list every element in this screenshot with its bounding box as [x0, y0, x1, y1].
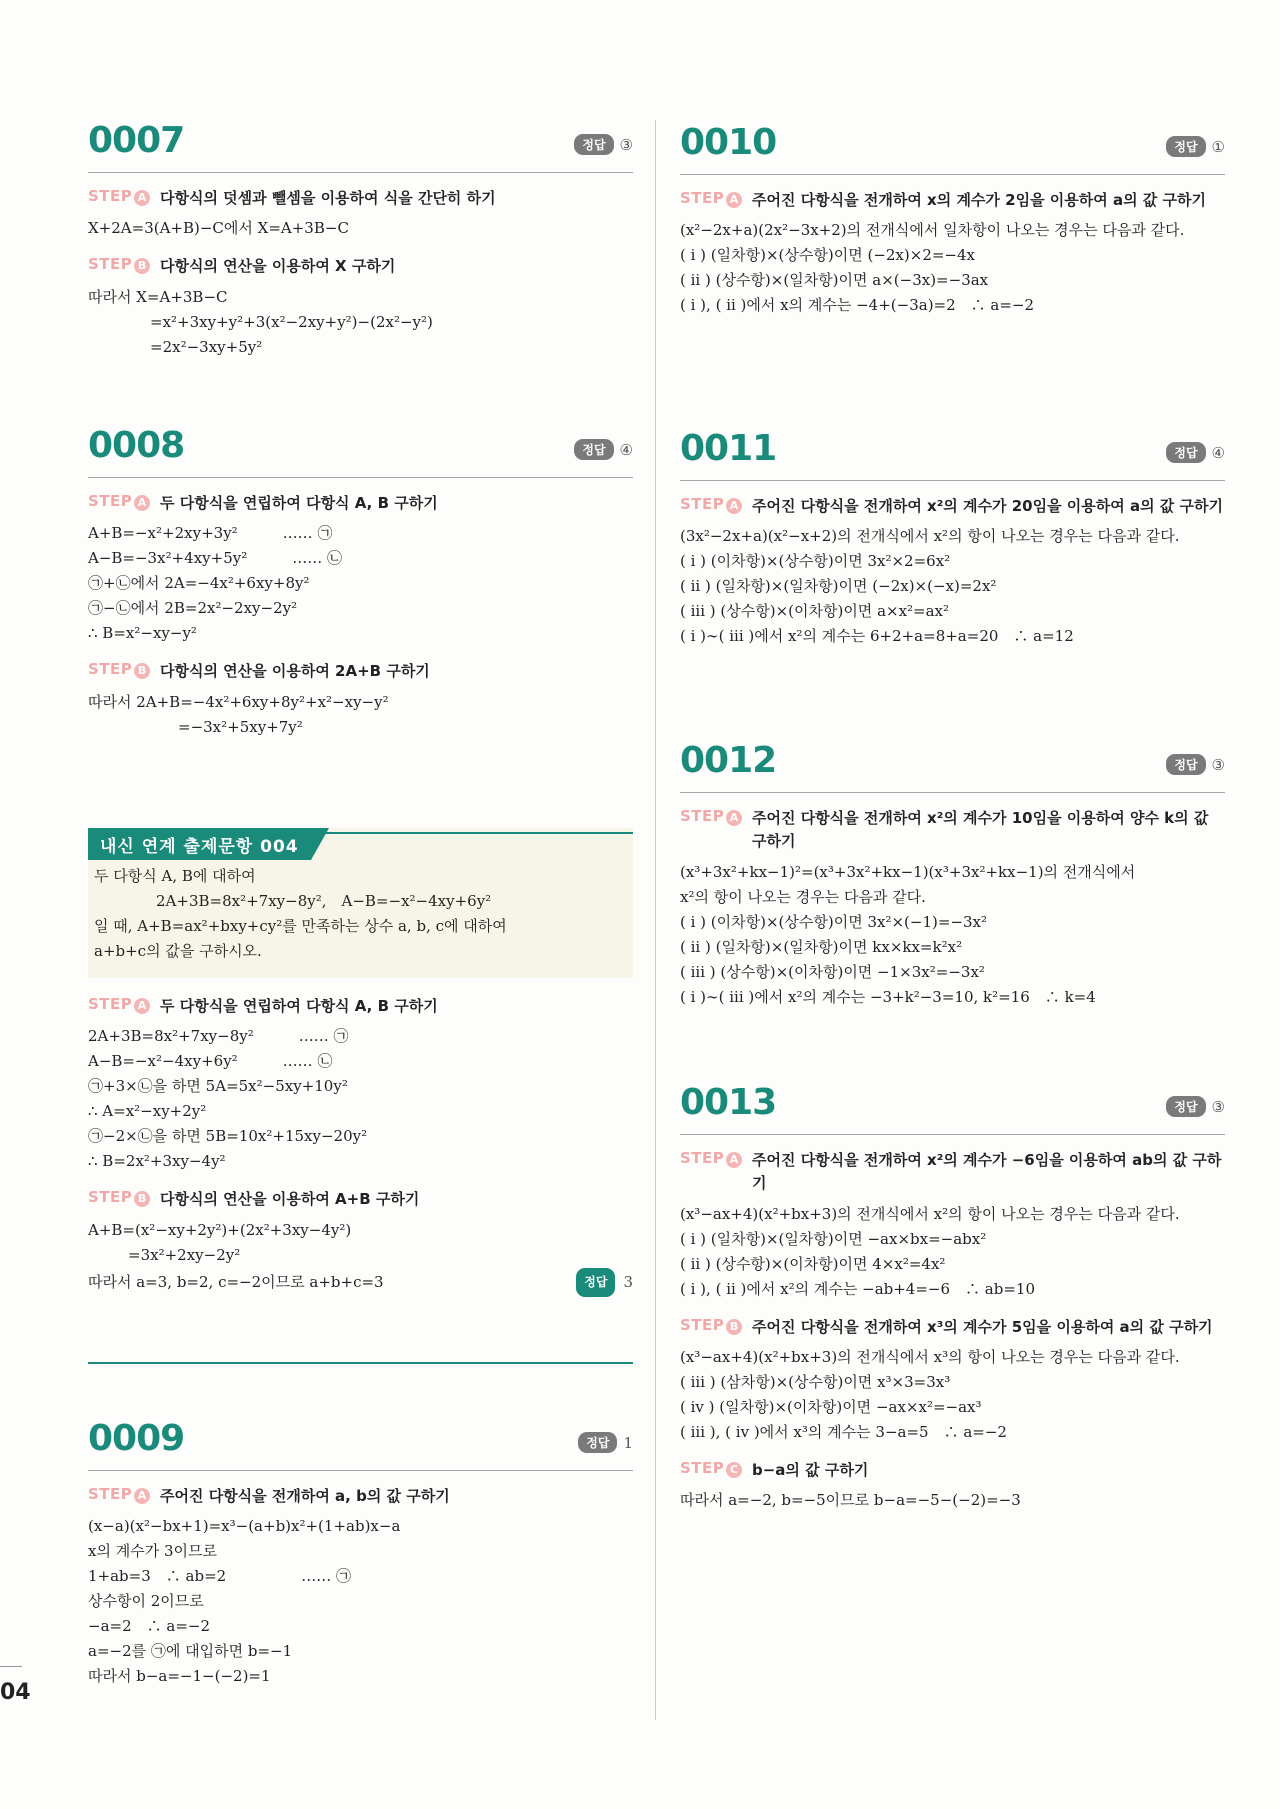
- solution-line: ㉠−㉡에서 2B=2x²−2xy−2y²: [88, 599, 298, 618]
- problem-number: 0011: [680, 428, 777, 469]
- step-tag: STEP A: [680, 807, 752, 826]
- problem-number: 0013: [680, 1082, 777, 1123]
- solution-line: ( i ) (일차항)×(일차항)이면 −ax×bx=−abx²: [680, 1229, 987, 1248]
- step-tag: STEP A: [88, 1485, 160, 1504]
- step-tag: STEP A: [680, 495, 752, 514]
- step-title: 다항식의 연산을 이용하여 A+B 구하기: [160, 1190, 420, 1209]
- solution-line: (x−a)(x²−bx+1)=x³−(a+b)x²+(1+ab)x−a: [88, 1517, 401, 1536]
- step-tag: STEP B: [88, 255, 160, 274]
- solution-line: ( ii ) (상수항)×(이차항)이면 4×x²=4x²: [680, 1254, 946, 1273]
- answer-value: ③: [619, 135, 633, 154]
- conclusion-text: 따라서 a=3, b=2, c=−2이므로 a+b+c=3: [88, 1272, 384, 1291]
- column-divider: [655, 120, 656, 1720]
- problem-number: 0010: [680, 122, 777, 163]
- question-line: 일 때, A+B=ax²+bxy+cy²를 만족하는 상수 a, b, c에 대하여: [94, 917, 507, 935]
- solution-line: =2x²−3xy+5y²: [150, 337, 263, 356]
- solution-line: =x²+3xy+y²+3(x²−2xy+y²)−(2x²−y²): [150, 312, 433, 331]
- step-tag: STEP A: [680, 1149, 752, 1168]
- problem-0010: [680, 122, 1225, 318]
- step-title: 주어진 다항식을 전개하여 a, b의 값 구하기: [160, 1487, 450, 1505]
- step-tag: STEP B: [88, 1188, 160, 1207]
- step-title: 주어진 다항식을 전개하여 x의 계수가 2임을 이용하여 a의 값 구하기: [752, 191, 1206, 209]
- answer: [578, 1432, 633, 1453]
- solution-line: A+B=(x²−xy+2y²)+(2x²+3xy−4y²): [88, 1220, 352, 1239]
- solution-line: ( i ) (일차항)×(상수항)이면 (−2x)×2=−4x: [680, 246, 975, 265]
- solution-line: ( i ), ( ii )에서 x의 계수는 −4+(−3a)=2 ∴ a=−2: [680, 296, 1035, 315]
- answer-badge: 정답: [574, 134, 613, 155]
- solution-line: 1+ab=3 ∴ ab=2 …… ㉠: [88, 1567, 351, 1586]
- step-title: b−a의 값 구하기: [752, 1460, 869, 1479]
- problem-0013: [680, 1082, 1225, 1513]
- answer-badge: 정답: [1166, 1096, 1205, 1117]
- solution-line: A−B=−3x²+4xy+5y² …… ㉡: [88, 549, 342, 568]
- question-line: 두 다항식 A, B에 대하여: [94, 867, 256, 885]
- answer: [574, 134, 633, 155]
- answer-badge: 정답: [1166, 442, 1205, 463]
- answer: [1166, 442, 1225, 463]
- solution-line: =3x²+2xy−2y²: [128, 1245, 241, 1264]
- solution-line: 따라서 2A+B=−4x²+6xy+8y²+x²−xy−y²: [88, 692, 389, 711]
- step-a: [680, 807, 1225, 854]
- solution-line: (x²−2x+a)(2x²−3x+2)의 전개식에서 일차항이 나오는 경우는 다음과 같다.: [680, 221, 1185, 240]
- solution-line: A+B=−x²+2xy+3y² …… ㉠: [88, 524, 333, 543]
- answer: [576, 1268, 633, 1297]
- problem-header: [680, 1082, 1225, 1135]
- step-a: [680, 189, 1225, 212]
- problem-number: 0012: [680, 740, 777, 781]
- answer-value: 1: [623, 1433, 633, 1452]
- answer: [1166, 136, 1225, 157]
- solution-line: ( iii ) (상수항)×(이차항)이면 a×x²=ax²: [680, 602, 950, 621]
- solution-line: ( iii ), ( iv )에서 x³의 계수는 3−a=5 ∴ a=−2: [680, 1422, 1007, 1441]
- answer-badge: 정답: [578, 1432, 617, 1453]
- problem-header: [680, 428, 1225, 481]
- answer-badge: 정답: [1166, 136, 1205, 157]
- answer-value: ④: [1211, 443, 1225, 462]
- solution-line: ( iii ) (삼차항)×(상수항)이면 x³×3=3x³: [680, 1372, 951, 1391]
- step-a: [88, 492, 633, 515]
- answer-badge: 정답: [576, 1268, 615, 1297]
- solution-line: 따라서 a=−2, b=−5이므로 b−a=−5−(−2)=−3: [680, 1491, 1021, 1509]
- answer-value: ③: [1211, 1097, 1225, 1116]
- answer-badge: 정답: [574, 439, 613, 460]
- problem-0007: [88, 120, 633, 360]
- solution-line: (3x²−2x+a)(x²−x+2)의 전개식에서 x²의 항이 나오는 경우는 다음과 같다.: [680, 527, 1180, 546]
- problem-number: 0008: [88, 425, 185, 466]
- question-line: a+b+c의 값을 구하시오.: [94, 942, 262, 960]
- solution-line: ( i )∼( iii )에서 x²의 계수는 −3+k²−3=10, k²=16 ∴ k=4: [680, 987, 1096, 1006]
- answer-value: ③: [1211, 755, 1225, 774]
- problem-0012: [680, 740, 1225, 1010]
- step-title: 주어진 다항식을 전개하여 x²의 계수가 10임을 이용하여 양수 k의 값 구하기: [752, 809, 1209, 851]
- step-a: [88, 1485, 633, 1508]
- step-tag: STEP B: [88, 660, 160, 679]
- step-title: 다항식의 덧셈과 뺄셈을 이용하여 식을 간단히 하기: [160, 189, 496, 207]
- problem-number: 0007: [88, 120, 185, 161]
- answer: [1166, 1096, 1225, 1117]
- step-a: [680, 1149, 1225, 1196]
- solution-line: ㉠+3×㉡을 하면 5A=5x²−5xy+10y²: [88, 1077, 348, 1096]
- step-tag: STEP A: [680, 189, 752, 208]
- answer-value: ④: [619, 440, 633, 459]
- step-a: [88, 995, 633, 1018]
- question-line: 2A+3B=8x²+7xy−8y², A−B=−x²−4xy+6y²: [156, 892, 492, 910]
- solution-line: ( i ) (이차항)×(상수항)이면 3x²×(−1)=−3x²: [680, 912, 988, 931]
- problem-header: [680, 122, 1225, 175]
- step-a: [680, 495, 1225, 518]
- problem-header: [88, 425, 633, 478]
- solution-line: x의 계수가 3이므로: [88, 1542, 217, 1561]
- step-b: [680, 1316, 1225, 1339]
- related-solution: [88, 995, 633, 1297]
- answer-badge: 정답: [1166, 754, 1205, 775]
- solution-line: ( i ) (이차항)×(상수항)이면 3x²×2=6x²: [680, 552, 951, 571]
- answer-value: ①: [1211, 137, 1225, 156]
- step-b: [88, 660, 633, 683]
- solution-line: ( ii ) (상수항)×(일차항)이면 a×(−3x)=−3ax: [680, 271, 989, 290]
- step-title: 주어진 다항식을 전개하여 x²의 계수가 20임을 이용하여 a의 값 구하기: [752, 497, 1223, 515]
- solution-line: ∴ B=2x²+3xy−4y²: [88, 1152, 226, 1171]
- solution-line: ( ii ) (일차항)×(일차항)이면 kx×kx=k²x²: [680, 937, 963, 956]
- solution-line: (x³−ax+4)(x²+bx+3)의 전개식에서 x³의 항이 나오는 경우는 다음과 같다.: [680, 1347, 1180, 1366]
- related-question-label: 내신 연계 출제문항 004: [88, 828, 311, 860]
- problem-header: [88, 1418, 633, 1471]
- solution-line: ㉠−2×㉡을 하면 5B=10x²+15xy−20y²: [88, 1127, 368, 1146]
- step-tag: STEP A: [88, 995, 160, 1014]
- answer-value: 3: [623, 1272, 633, 1291]
- solution-line: ∴ B=x²−xy−y²: [88, 624, 197, 643]
- page-number: 04: [0, 1680, 31, 1705]
- problem-0011: [680, 428, 1225, 649]
- solution-line: =−3x²+5xy+7y²: [178, 717, 303, 736]
- solution-line: 따라서 b−a=−1−(−2)=1: [88, 1667, 271, 1686]
- step-title: 다항식의 연산을 이용하여 2A+B 구하기: [160, 662, 430, 681]
- section-separator: [88, 1362, 633, 1364]
- solution-line: ( iv ) (일차항)×(이차항)이면 −ax×x²=−ax³: [680, 1397, 982, 1416]
- solution-line: A−B=−x²−4xy+6y² …… ㉡: [88, 1052, 333, 1071]
- solution-line: 상수항이 2이므로: [88, 1592, 204, 1611]
- answer: [574, 439, 633, 460]
- step-c: [680, 1459, 1225, 1482]
- solution-line: x²의 항이 나오는 경우는 다음과 같다.: [680, 887, 926, 906]
- step-b: [88, 1188, 633, 1211]
- step-tag: STEP C: [680, 1459, 752, 1478]
- problem-header: [88, 120, 633, 173]
- step-tag: STEP B: [680, 1316, 752, 1335]
- solution-line: ( ii ) (일차항)×(일차항)이면 (−2x)×(−x)=2x²: [680, 577, 997, 596]
- step-b: [88, 255, 633, 278]
- step-title: 두 다항식을 연립하여 다항식 A, B 구하기: [160, 494, 438, 512]
- step-title: 두 다항식을 연립하여 다항식 A, B 구하기: [160, 997, 438, 1015]
- solution-line: 2A+3B=8x²+7xy−8y² …… ㉠: [88, 1027, 349, 1046]
- solution-line: ( i )∼( iii )에서 x²의 계수는 6+2+a=8+a=20 ∴ a=12: [680, 627, 1074, 646]
- problem-number: 0009: [88, 1418, 185, 1459]
- solution-line: ( i ), ( ii )에서 x²의 계수는 −ab+4=−6 ∴ ab=10: [680, 1279, 1035, 1298]
- step-tag: STEP A: [88, 492, 160, 511]
- solution-line: (x³+3x²+kx−1)²=(x³+3x²+kx−1)(x³+3x²+kx−1)의 전개식에서: [680, 862, 1136, 881]
- solution-line: ( iii ) (상수항)×(이차항)이면 −1×3x²=−3x²: [680, 962, 985, 981]
- problem-0009: [88, 1418, 633, 1689]
- step-tag: STEP A: [88, 187, 160, 206]
- solution-line: [88, 1268, 633, 1297]
- solution-line: a=−2를 ㉠에 대입하면 b=−1: [88, 1642, 293, 1661]
- step-title: 주어진 다항식을 전개하여 x³의 계수가 5임을 이용하여 a의 값 구하기: [752, 1317, 1213, 1336]
- solution-line: −a=2 ∴ a=−2: [88, 1617, 211, 1636]
- solution-line: 따라서 X=A+3B−C: [88, 287, 228, 306]
- related-question-box: [88, 828, 633, 978]
- solution-line: X+2A=3(A+B)−C에서 X=A+3B−C: [88, 219, 349, 238]
- step-title: 다항식의 연산을 이용하여 X 구하기: [160, 257, 396, 276]
- page-number-rule: [0, 1666, 22, 1667]
- solution-line: ㉠+㉡에서 2A=−4x²+6xy+8y²: [88, 574, 310, 593]
- step-title: 주어진 다항식을 전개하여 x²의 계수가 −6임을 이용하여 ab의 값 구하기: [752, 1151, 1222, 1193]
- problem-header: [680, 740, 1225, 793]
- solution-line: ∴ A=x²−xy+2y²: [88, 1102, 207, 1121]
- problem-0008: [88, 425, 633, 740]
- step-a: [88, 187, 633, 210]
- question-text: [94, 864, 507, 964]
- answer: [1166, 754, 1225, 775]
- solution-line: (x³−ax+4)(x²+bx+3)의 전개식에서 x²의 항이 나오는 경우는 다음과 같다.: [680, 1204, 1180, 1223]
